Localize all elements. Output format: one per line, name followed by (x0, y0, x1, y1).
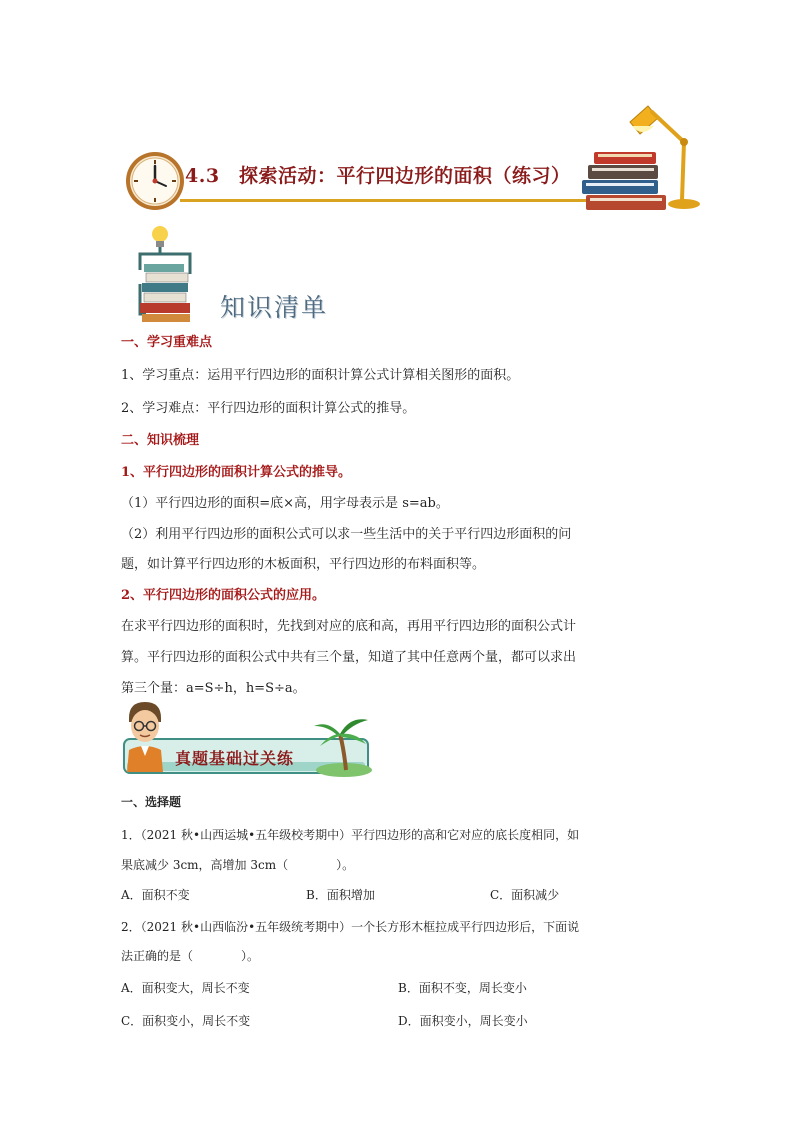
question-2-option-a: A．面积变大，周长不变 (121, 981, 250, 995)
section-heading-knowledge-review: 二、知识梳理 (121, 433, 200, 448)
practice-banner-title: 真题基础过关练 (175, 749, 295, 768)
palm-tree-icon (310, 712, 374, 778)
question-1-stem-line1: 1．（2021 秋•山西运城•五年级校考期中）平行四边形的高和它对应的底长度相同，如 (121, 828, 580, 842)
difficult-point-text: 2、学习难点：平行四边形的面积计算公式的推导。 (121, 401, 416, 416)
question-2-stem-line1: 2．（2021 秋•山西临汾•五年级统考期中）一个长方形木框拉成平行四边形后，下面说 (121, 920, 580, 934)
question-2-option-c: C．面积变小，周长不变 (121, 1014, 251, 1028)
knowledge-banner-title: 知识清单 (220, 293, 329, 322)
question-2-option-b: B．面积不变，周长变小 (398, 981, 527, 995)
topic2-line3: 第三个量：a=S÷h，h=S÷a。 (121, 681, 306, 696)
topic1-item1: （1）平行四边形的面积=底×高，用字母表示是 s=ab。 (121, 496, 449, 511)
question-1-option-a: A．面积不变 (121, 888, 190, 902)
clock-icon (124, 150, 186, 212)
question-2-option-d: D．面积变小，周长变小 (398, 1014, 528, 1028)
key-point-text: 1、学习重点：运用平行四边形的面积计算公式计算相关图形的面积。 (121, 368, 520, 383)
header-underline (180, 199, 588, 202)
topic2-line2: 算。平行四边形的面积公式中共有三个量，知道了其中任意两个量，都可以求出 (121, 650, 577, 665)
question-1-option-c: C．面积减少 (490, 888, 560, 902)
section-heading-multiple-choice: 一、选择题 (121, 795, 182, 809)
topic1-item2-line1: （2）利用平行四边形的面积公式可以求一些生活中的关于平行四边形面积的问 (121, 527, 572, 542)
book-stack-icon (578, 148, 668, 214)
lightbulb-books-icon (132, 224, 218, 324)
topic1-item2-line2: 题，如计算平行四边形的木板面积，平行四边形的布料面积等。 (121, 557, 486, 572)
topic-heading-derivation: 1、平行四边形的面积计算公式的推导。 (121, 465, 352, 480)
question-1-stem-line2: 果底减少 3cm，高增加 3cm（ ）。 (121, 858, 355, 872)
question-1-option-b: B．面积增加 (306, 888, 375, 902)
topic-heading-application: 2、平行四边形的面积公式的应用。 (121, 588, 326, 603)
page-title: 4.3 探索活动：平行四边形的面积（练习） (185, 165, 571, 187)
section-heading-key-points: 一、学习重难点 (121, 335, 213, 350)
teacher-avatar-icon (121, 700, 169, 772)
question-2-stem-line2: 法正确的是（ ）。 (121, 949, 260, 963)
topic2-line1: 在求平行四边形的面积时，先找到对应的底和高，再用平行四边形的面积公式计 (121, 619, 577, 634)
